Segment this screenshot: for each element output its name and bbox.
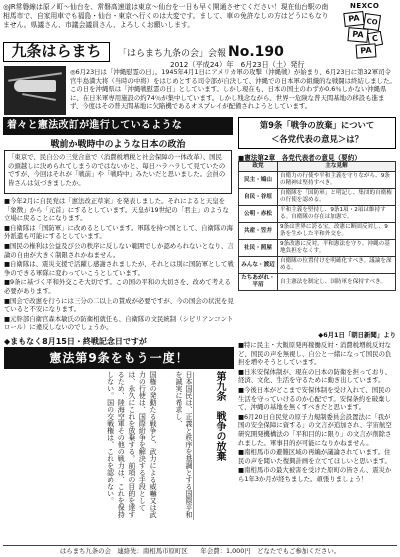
kenpo-paragraph: ■今年2月に自民党は「憲法改正草案」を発表しました。それによると天皇を「象徴」から「元首」にするとしています。天皇が19世紀の「君主」のような立場に戻ることになります。 bbox=[4, 197, 229, 223]
issue-number: No.190 bbox=[228, 44, 284, 60]
opinion-cell: 自衛隊を「国防軍」と明記し、集団的自衛権の行使を認める。 bbox=[278, 189, 396, 206]
kenpo-paragraph: ■自衛隊は、震災支援で活躍し感謝されましたが、それとは別に国防軍として戦争のできる軍隊に変わっていこうとしています。 bbox=[4, 260, 234, 277]
title-line-2: ＜各党代表の意見＞は？ bbox=[270, 134, 364, 144]
right-paragraph: ■南相馬市の最大被害を受けた原町の皆さん、震災から1年3か月が経ちました。頑張りましょう！ bbox=[238, 466, 392, 483]
source-footnote: ◆6月1日「朝日新聞」より bbox=[318, 331, 396, 339]
opinion-cell: 9条改憲に反対。平和憲法を守り、沖縄の基地負担をなくす。 bbox=[278, 240, 396, 257]
party-cell: 自民・谷垣 bbox=[239, 189, 278, 206]
right-body bbox=[238, 341, 396, 485]
logo-piece-1: PA bbox=[343, 11, 364, 27]
party-cell: 共産・笠井 bbox=[239, 223, 278, 240]
right-paragraph: ■南相馬市の避難区域の再編が議論されています。住民の声を聞いた復興計画を立ててほしいと思います。 bbox=[238, 448, 391, 465]
table-row bbox=[239, 223, 396, 240]
logo-piece-3: PA bbox=[347, 27, 368, 43]
right-paragraph: ■今後日本がどこまで安保体制を受け入れて、国民の生活を守っていけるのか心配です。安保条約を破棄して、沖縄の基地を無くすべきだと思います。 bbox=[238, 385, 391, 412]
article9-opinions-title bbox=[238, 117, 396, 149]
col-party-header: 政党 bbox=[239, 162, 278, 172]
opinion-cell: 自主憲法を制定し、国防軍を保持すべき。 bbox=[278, 274, 396, 291]
party-opinion-table bbox=[238, 161, 396, 291]
party-cell: 民主・鳩山 bbox=[239, 172, 278, 189]
logo-piece-2: CO bbox=[363, 13, 381, 31]
opinion-cell: 自衛力の行使や平和主義を守りながら、9条の精神は堅持すべき。 bbox=[278, 172, 396, 189]
table-row bbox=[239, 240, 396, 257]
right-paragraph: ■6月20日自民党の原子力規制委員会設置法に「我が国の安全保障に資する」の文言が追加され、宇宙航空研究開発機構法の「平和目的に限り」の文言が削除されました。軍事目的が可能になりかねません。 bbox=[238, 412, 392, 447]
newsletter-title: 九条はらまち bbox=[3, 42, 110, 62]
table-row bbox=[239, 172, 396, 189]
kenpo-banner: 着々と憲法改訂が進行しているような bbox=[3, 117, 233, 135]
kenpo-quote-box: 「東京で、民自公の三党合意で（消費税増税と社会保障の一体改革）、国民の頭越しに決められてしまうのではないかと、毎日ハラハラして見ていたのですが、今回はそれが「戦前」や「戦時中」みたいだと思いました。会員の皆さんは気づきましたか。 bbox=[4, 150, 232, 194]
kenpo-paragraph: ■元幹部自衛官森本敏氏の防衛相就任も、自衛隊の文民統制（シビリアンコントロール）に違反しないのでしょうか。 bbox=[4, 314, 234, 332]
issue-date: 2012（平成24）年 6月23日（土）発行 bbox=[170, 60, 305, 69]
kenpo-paragraph: ■国会で改憲を行うには三分の二以上の賛成が必要ですが、今の国会の状況を見ていると不安になります。 bbox=[4, 296, 234, 314]
logo-piece-4: C bbox=[367, 31, 383, 47]
article9-text-2: 国権の発動たる戦争と、武力による威嚇又は武力の行使は、国際紛争を解決する手段としては、永久にこれを放棄する。前項の目的を達するため、陸海空軍その他の戦力は、これを保持しない。国の交戦権は、これを認めない。 bbox=[106, 371, 157, 518]
table-row bbox=[239, 257, 396, 274]
party-cell: 社民・照屋 bbox=[239, 240, 278, 257]
opinion-cell: 自衛隊の位置付けを明確化すべき。議論を深める。 bbox=[278, 257, 396, 274]
article9-heading: 第九条 戦争の放棄 bbox=[214, 371, 225, 461]
right-paragraph: ■特に民主・大飯原発再稼働反対・消費税増税反対など、国民の声を無視し、自公と一緒になって国民の負担を増やそうとしています。 bbox=[238, 341, 392, 367]
table-row bbox=[239, 206, 396, 223]
opinion-cell: 平和主義を堅持し、9条1項・2項は維持する。自衛隊の存在は加憲で。 bbox=[278, 206, 396, 223]
kenpo-subheading: 戦前か戦時中のような日本の政治 bbox=[50, 140, 186, 150]
kenpo-paragraph: ■9条に基づく平和外交こそ大切です。この国の平和の大切さを、改めて考える必要があります。 bbox=[4, 278, 231, 295]
osprey-photo bbox=[4, 66, 66, 115]
nexco-pacopa-logo bbox=[340, 2, 396, 60]
party-cell: みんな・渡辺 bbox=[239, 257, 278, 274]
intro-notice: ◎JR常磐線は原ノ町～仙台を、常磐高速道は東京～仙台を一日も早く開通させてください！現在仙台駅の南相馬市で、自家用車でも福島・仙台・東京へ行くのは大変です。まして、車の免許なしの方はどうにもなりません。県議さん、市議会議員さん、よろしくお願いします。 bbox=[3, 3, 329, 30]
issue-label: 「はらまち九条の会」会報 bbox=[118, 49, 227, 59]
footer-contact: はらまち九条の会 連絡先：南相馬市原町区 年会費：1,000円 どなたでもご参加ください。 bbox=[3, 545, 397, 555]
logo-top-text: NEXCO bbox=[350, 2, 380, 10]
opinion-cell: 9条は世界に誇る宝。改憲に断固反対し、9条を生かした平和外交を。 bbox=[278, 223, 396, 240]
august-intro: ◆まもなく8月15日・終戦記念日ですが bbox=[4, 337, 147, 346]
aircraft-shape bbox=[14, 80, 56, 92]
kenpo-body bbox=[4, 197, 234, 333]
rotor-shape bbox=[22, 93, 56, 101]
table-heading: ■憲法第2章 各党代表者の意見（要約） bbox=[238, 154, 361, 162]
okinawa-lede: ◎6月23日は「沖縄慰霊の日」。1945年4月1日にアメリカ軍の攻撃（沖縄戦）が始まり、6月23日に第32軍司令官牛島満大将（当時の中将）をはじめとする司令部が自決して、沖縄での日本軍の組織的な戦闘は終結しました。この日を沖縄県は「沖縄戦慰霊の日」としています。しかし現在も、日本の国土のわずか0.6％しかない沖縄県に、在日米軍専用施設の約74％が集中しています。しかし残念ながら、世界一危険な普天間基地の移設も進まず、今度はその普天間基地に欠陥機であるオスプレイが配備されようとしています。 bbox=[70, 68, 396, 111]
issue-line bbox=[118, 44, 338, 60]
logo-piece-5: PA bbox=[356, 43, 377, 58]
col-opinion-header: 主な見解 bbox=[278, 162, 396, 172]
article9-text-1: 日本国民は、正義と秩序を基調とする国際平和を誠実に希求し、 bbox=[175, 371, 193, 518]
party-cell: 公明・赤松 bbox=[239, 206, 278, 223]
table-row bbox=[239, 274, 396, 291]
right-paragraph: ■日米安保体制が、現在の日本の防衛を担っており、経済、文化、生活を守るために動き出しています。 bbox=[238, 367, 392, 385]
title-line-1: 第9条「戦争の放棄」について bbox=[259, 120, 375, 130]
kenpo-paragraph: ■国民の権利は公益及び公の秩序に反しない範囲でしか認められないとなり、言論の自由が大きく制限されかねません。 bbox=[4, 241, 234, 259]
table-row bbox=[239, 189, 396, 206]
party-cell: たちあがれ・平沼 bbox=[239, 274, 278, 291]
kenpo-paragraph: ■自衛隊は「国防軍」に改めるとしています。軍隊を持つ国として、自衛隊の海外派遣も可能にするとしています。 bbox=[4, 223, 234, 241]
article9-banner: 憲法第9条をもう一度！ bbox=[4, 347, 234, 369]
